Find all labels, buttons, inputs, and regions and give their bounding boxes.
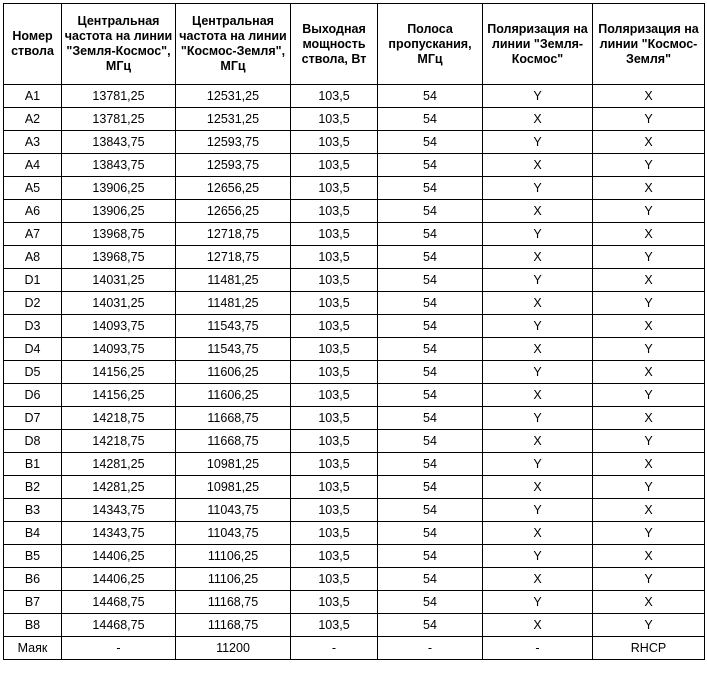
table-row <box>4 315 705 338</box>
cell-bandwidth: 54 <box>378 430 483 453</box>
table-row <box>4 108 705 131</box>
cell-bandwidth: 54 <box>378 246 483 269</box>
cell-transponder-number: B1 <box>4 453 62 476</box>
cell-downlink-polarization: X <box>593 453 705 476</box>
cell-uplink-frequency: 14281,25 <box>62 453 176 476</box>
cell-downlink-frequency: 11668,75 <box>176 407 291 430</box>
table-row <box>4 591 705 614</box>
cell-uplink-polarization: Y <box>483 361 593 384</box>
cell-output-power: 103,5 <box>291 522 378 545</box>
header-bandwidth: Полоса пропускания, МГц <box>378 4 483 85</box>
cell-downlink-frequency: 11606,25 <box>176 384 291 407</box>
cell-downlink-frequency: 12718,75 <box>176 223 291 246</box>
cell-output-power: 103,5 <box>291 453 378 476</box>
cell-downlink-frequency: 12593,75 <box>176 154 291 177</box>
cell-transponder-number: B5 <box>4 545 62 568</box>
cell-transponder-number: B6 <box>4 568 62 591</box>
cell-transponder-number: B2 <box>4 476 62 499</box>
cell-output-power: - <box>291 637 378 660</box>
cell-output-power: 103,5 <box>291 568 378 591</box>
table-row <box>4 499 705 522</box>
cell-downlink-polarization: Y <box>593 430 705 453</box>
cell-output-power: 103,5 <box>291 85 378 108</box>
table-row <box>4 269 705 292</box>
cell-bandwidth: 54 <box>378 522 483 545</box>
cell-uplink-polarization: X <box>483 338 593 361</box>
header-transponder-number: Номер ствола <box>4 4 62 85</box>
cell-bandwidth: 54 <box>378 545 483 568</box>
cell-output-power: 103,5 <box>291 177 378 200</box>
header-uplink-frequency: Центральная частота на линии "Земля-Космос", МГц <box>62 4 176 85</box>
cell-downlink-polarization: X <box>593 591 705 614</box>
cell-output-power: 103,5 <box>291 292 378 315</box>
cell-uplink-frequency: 14468,75 <box>62 614 176 637</box>
cell-downlink-polarization: X <box>593 315 705 338</box>
table-row <box>4 407 705 430</box>
cell-transponder-number: D2 <box>4 292 62 315</box>
cell-uplink-frequency: 14156,25 <box>62 361 176 384</box>
cell-uplink-polarization: Y <box>483 545 593 568</box>
cell-downlink-frequency: 11606,25 <box>176 361 291 384</box>
cell-bandwidth: 54 <box>378 614 483 637</box>
cell-uplink-frequency: 14468,75 <box>62 591 176 614</box>
cell-uplink-frequency: - <box>62 637 176 660</box>
table-row <box>4 200 705 223</box>
table-row <box>4 522 705 545</box>
cell-transponder-number: B8 <box>4 614 62 637</box>
cell-transponder-number: D5 <box>4 361 62 384</box>
cell-output-power: 103,5 <box>291 476 378 499</box>
cell-output-power: 103,5 <box>291 131 378 154</box>
cell-uplink-polarization: X <box>483 614 593 637</box>
table-row <box>4 292 705 315</box>
table-row <box>4 614 705 637</box>
cell-output-power: 103,5 <box>291 269 378 292</box>
cell-uplink-frequency: 13781,25 <box>62 108 176 131</box>
cell-transponder-number: A1 <box>4 85 62 108</box>
cell-uplink-polarization: X <box>483 246 593 269</box>
cell-uplink-frequency: 13843,75 <box>62 154 176 177</box>
cell-downlink-polarization: Y <box>593 246 705 269</box>
cell-uplink-frequency: 14343,75 <box>62 522 176 545</box>
cell-output-power: 103,5 <box>291 338 378 361</box>
cell-downlink-polarization: Y <box>593 568 705 591</box>
cell-transponder-number: D3 <box>4 315 62 338</box>
cell-downlink-polarization: Y <box>593 338 705 361</box>
cell-downlink-polarization: Y <box>593 476 705 499</box>
cell-downlink-frequency: 11543,75 <box>176 315 291 338</box>
cell-uplink-frequency: 14093,75 <box>62 338 176 361</box>
cell-downlink-polarization: X <box>593 499 705 522</box>
cell-downlink-frequency: 12656,25 <box>176 200 291 223</box>
cell-bandwidth: 54 <box>378 568 483 591</box>
cell-downlink-frequency: 12656,25 <box>176 177 291 200</box>
cell-bandwidth: 54 <box>378 200 483 223</box>
cell-bandwidth: 54 <box>378 154 483 177</box>
cell-uplink-polarization: X <box>483 568 593 591</box>
cell-downlink-frequency: 11043,75 <box>176 522 291 545</box>
cell-uplink-frequency: 14031,25 <box>62 269 176 292</box>
cell-uplink-frequency: 14406,25 <box>62 568 176 591</box>
cell-downlink-polarization: RHCP <box>593 637 705 660</box>
cell-uplink-polarization: X <box>483 476 593 499</box>
cell-uplink-frequency: 13843,75 <box>62 131 176 154</box>
cell-output-power: 103,5 <box>291 614 378 637</box>
cell-transponder-number: D7 <box>4 407 62 430</box>
table-row <box>4 177 705 200</box>
cell-downlink-frequency: 11168,75 <box>176 614 291 637</box>
cell-uplink-frequency: 14281,25 <box>62 476 176 499</box>
cell-transponder-number: D6 <box>4 384 62 407</box>
cell-uplink-frequency: 14406,25 <box>62 545 176 568</box>
cell-uplink-polarization: Y <box>483 591 593 614</box>
header-downlink-polarization: Поляризация на линии "Космос-Земля" <box>593 4 705 85</box>
header-row <box>4 4 705 85</box>
cell-transponder-number: D8 <box>4 430 62 453</box>
cell-transponder-number: A2 <box>4 108 62 131</box>
cell-output-power: 103,5 <box>291 430 378 453</box>
table-row <box>4 154 705 177</box>
cell-uplink-polarization: X <box>483 108 593 131</box>
cell-downlink-frequency: 11481,25 <box>176 269 291 292</box>
transponder-table <box>3 3 705 660</box>
table-row <box>4 223 705 246</box>
cell-bandwidth: - <box>378 637 483 660</box>
cell-output-power: 103,5 <box>291 545 378 568</box>
table-row <box>4 545 705 568</box>
cell-bandwidth: 54 <box>378 476 483 499</box>
cell-bandwidth: 54 <box>378 177 483 200</box>
cell-output-power: 103,5 <box>291 200 378 223</box>
table-row <box>4 430 705 453</box>
cell-bandwidth: 54 <box>378 108 483 131</box>
cell-uplink-frequency: 14093,75 <box>62 315 176 338</box>
cell-uplink-polarization: Y <box>483 499 593 522</box>
cell-bandwidth: 54 <box>378 85 483 108</box>
cell-transponder-number: B7 <box>4 591 62 614</box>
cell-downlink-frequency: 11106,25 <box>176 568 291 591</box>
cell-downlink-frequency: 12593,75 <box>176 131 291 154</box>
table-row <box>4 453 705 476</box>
table-row <box>4 246 705 269</box>
cell-downlink-frequency: 12531,25 <box>176 85 291 108</box>
cell-uplink-polarization: X <box>483 292 593 315</box>
header-downlink-frequency: Центральная частота на линии "Космос-Земля", МГц <box>176 4 291 85</box>
cell-uplink-frequency: 14031,25 <box>62 292 176 315</box>
cell-downlink-frequency: 11668,75 <box>176 430 291 453</box>
cell-downlink-polarization: X <box>593 85 705 108</box>
cell-uplink-frequency: 13906,25 <box>62 177 176 200</box>
table-row <box>4 338 705 361</box>
cell-downlink-frequency: 10981,25 <box>176 453 291 476</box>
cell-bandwidth: 54 <box>378 453 483 476</box>
cell-downlink-polarization: X <box>593 269 705 292</box>
cell-output-power: 103,5 <box>291 223 378 246</box>
cell-transponder-number: A7 <box>4 223 62 246</box>
table-row <box>4 568 705 591</box>
header-output-power: Выходная мощность ствола, Вт <box>291 4 378 85</box>
table-row <box>4 637 705 660</box>
cell-uplink-polarization: Y <box>483 223 593 246</box>
cell-downlink-polarization: Y <box>593 384 705 407</box>
cell-transponder-number: A8 <box>4 246 62 269</box>
cell-downlink-polarization: X <box>593 407 705 430</box>
cell-downlink-polarization: Y <box>593 614 705 637</box>
cell-uplink-polarization: Y <box>483 407 593 430</box>
cell-uplink-frequency: 13968,75 <box>62 223 176 246</box>
cell-uplink-polarization: - <box>483 637 593 660</box>
cell-uplink-frequency: 13968,75 <box>62 246 176 269</box>
cell-downlink-frequency: 11106,25 <box>176 545 291 568</box>
cell-uplink-polarization: X <box>483 154 593 177</box>
cell-downlink-polarization: X <box>593 223 705 246</box>
cell-bandwidth: 54 <box>378 131 483 154</box>
cell-output-power: 103,5 <box>291 315 378 338</box>
cell-downlink-polarization: X <box>593 131 705 154</box>
cell-uplink-polarization: Y <box>483 269 593 292</box>
cell-uplink-frequency: 14156,25 <box>62 384 176 407</box>
cell-transponder-number: B3 <box>4 499 62 522</box>
cell-uplink-polarization: X <box>483 430 593 453</box>
cell-uplink-frequency: 14218,75 <box>62 430 176 453</box>
cell-uplink-polarization: Y <box>483 131 593 154</box>
cell-transponder-number: A3 <box>4 131 62 154</box>
cell-bandwidth: 54 <box>378 384 483 407</box>
cell-transponder-number: D1 <box>4 269 62 292</box>
cell-output-power: 103,5 <box>291 591 378 614</box>
cell-bandwidth: 54 <box>378 269 483 292</box>
cell-uplink-frequency: 14218,75 <box>62 407 176 430</box>
cell-uplink-frequency: 13781,25 <box>62 85 176 108</box>
cell-bandwidth: 54 <box>378 292 483 315</box>
table-row <box>4 131 705 154</box>
cell-output-power: 103,5 <box>291 384 378 407</box>
cell-downlink-frequency: 10981,25 <box>176 476 291 499</box>
cell-transponder-number: A4 <box>4 154 62 177</box>
cell-downlink-polarization: Y <box>593 108 705 131</box>
table-header <box>4 4 705 85</box>
cell-uplink-polarization: Y <box>483 177 593 200</box>
cell-downlink-polarization: Y <box>593 522 705 545</box>
cell-uplink-polarization: X <box>483 522 593 545</box>
cell-bandwidth: 54 <box>378 499 483 522</box>
cell-output-power: 103,5 <box>291 361 378 384</box>
cell-output-power: 103,5 <box>291 108 378 131</box>
cell-transponder-number: Маяк <box>4 637 62 660</box>
header-uplink-polarization: Поляризация на линии "Земля-Космос" <box>483 4 593 85</box>
cell-output-power: 103,5 <box>291 246 378 269</box>
cell-uplink-polarization: Y <box>483 453 593 476</box>
cell-downlink-frequency: 12531,25 <box>176 108 291 131</box>
cell-downlink-frequency: 11043,75 <box>176 499 291 522</box>
cell-uplink-polarization: Y <box>483 315 593 338</box>
cell-uplink-polarization: X <box>483 384 593 407</box>
cell-uplink-frequency: 14343,75 <box>62 499 176 522</box>
cell-output-power: 103,5 <box>291 154 378 177</box>
cell-bandwidth: 54 <box>378 338 483 361</box>
cell-output-power: 103,5 <box>291 407 378 430</box>
cell-transponder-number: D4 <box>4 338 62 361</box>
table-row <box>4 361 705 384</box>
cell-bandwidth: 54 <box>378 591 483 614</box>
cell-downlink-frequency: 11543,75 <box>176 338 291 361</box>
cell-downlink-frequency: 11200 <box>176 637 291 660</box>
cell-bandwidth: 54 <box>378 361 483 384</box>
cell-downlink-polarization: Y <box>593 292 705 315</box>
cell-downlink-polarization: Y <box>593 200 705 223</box>
table-row <box>4 85 705 108</box>
cell-downlink-frequency: 11481,25 <box>176 292 291 315</box>
cell-downlink-polarization: Y <box>593 154 705 177</box>
cell-bandwidth: 54 <box>378 407 483 430</box>
cell-downlink-polarization: X <box>593 545 705 568</box>
cell-output-power: 103,5 <box>291 499 378 522</box>
table-row <box>4 476 705 499</box>
table-body <box>4 85 705 660</box>
cell-uplink-frequency: 13906,25 <box>62 200 176 223</box>
cell-downlink-frequency: 11168,75 <box>176 591 291 614</box>
cell-transponder-number: A5 <box>4 177 62 200</box>
cell-bandwidth: 54 <box>378 315 483 338</box>
cell-uplink-polarization: X <box>483 200 593 223</box>
cell-downlink-polarization: X <box>593 361 705 384</box>
table-row <box>4 384 705 407</box>
cell-bandwidth: 54 <box>378 223 483 246</box>
cell-transponder-number: A6 <box>4 200 62 223</box>
cell-uplink-polarization: Y <box>483 85 593 108</box>
cell-downlink-frequency: 12718,75 <box>176 246 291 269</box>
cell-transponder-number: B4 <box>4 522 62 545</box>
cell-downlink-polarization: X <box>593 177 705 200</box>
